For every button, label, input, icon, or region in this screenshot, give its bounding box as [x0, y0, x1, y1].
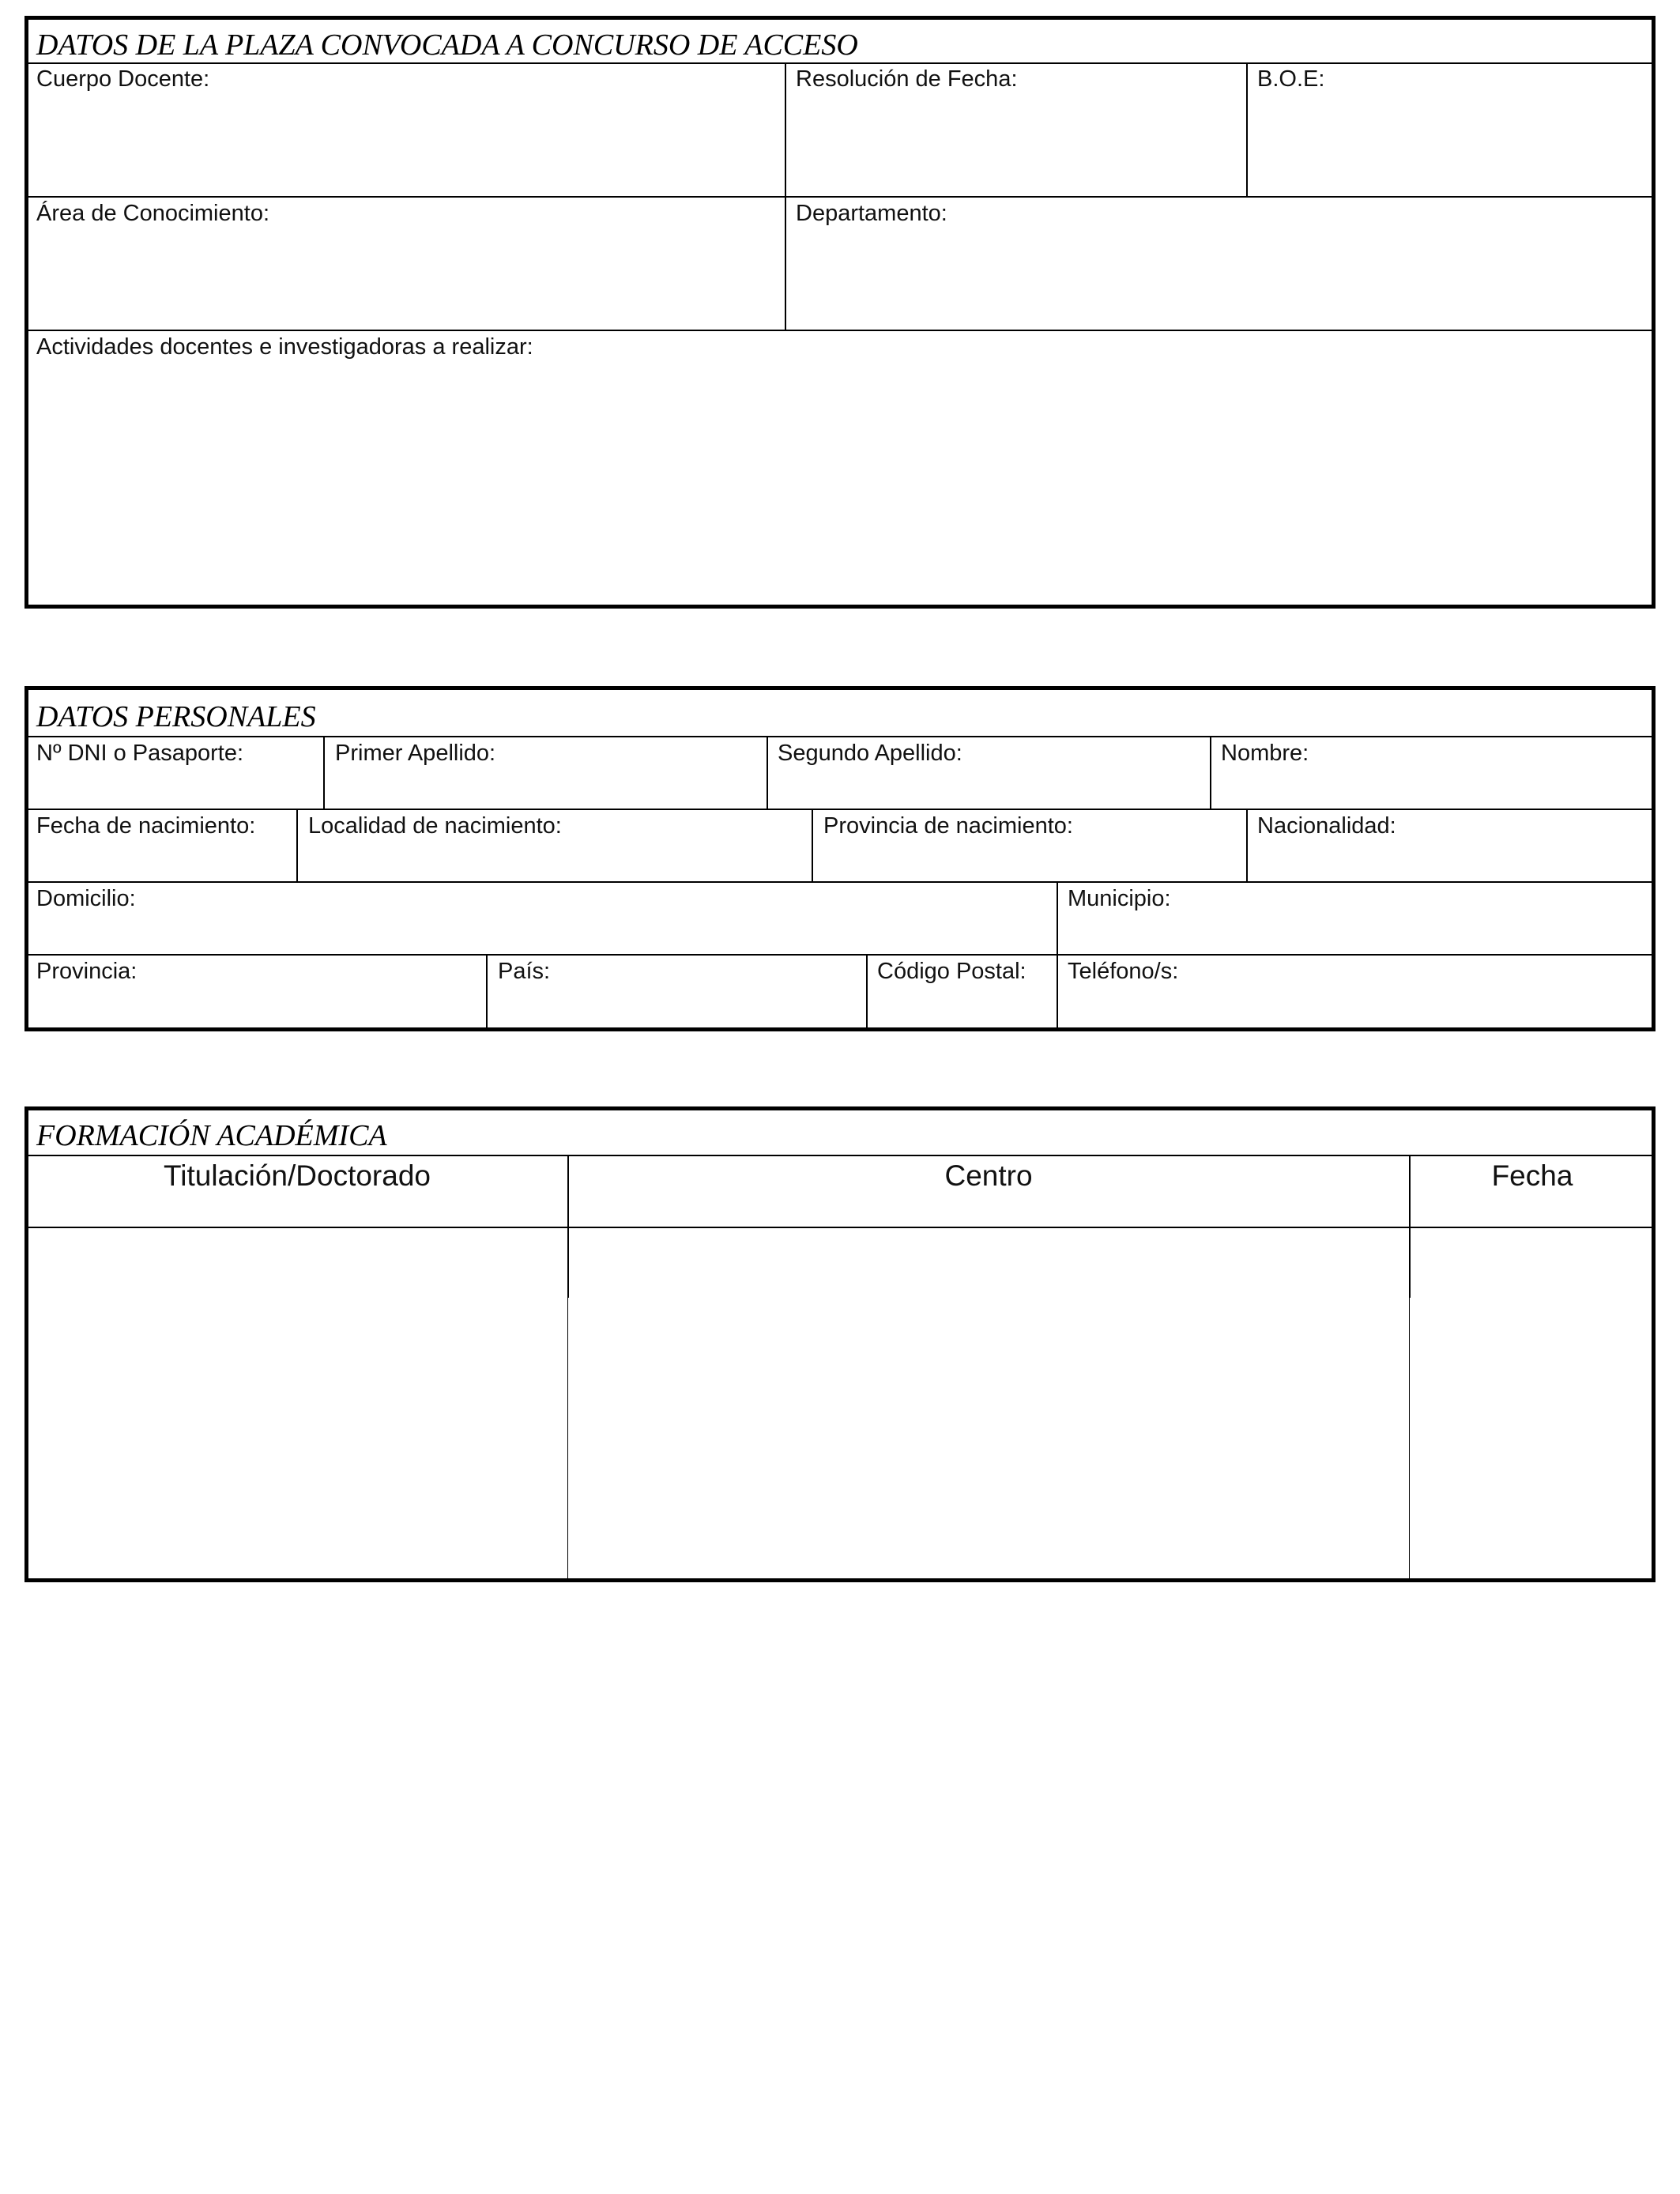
fecha-column-header: Fecha — [1491, 1159, 1573, 1192]
primer-apellido-label: Primer Apellido: — [335, 741, 496, 766]
formacion-section-title: FORMACIÓN ACADÉMICA — [36, 1119, 387, 1152]
column-divider — [1409, 1298, 1410, 1578]
column-divider — [1409, 1155, 1411, 1298]
column-divider — [1057, 882, 1058, 955]
municipio-label: Municipio: — [1068, 886, 1171, 911]
departamento-label: Departamento: — [796, 201, 947, 226]
personales-section-title: DATOS PERSONALES — [36, 700, 316, 733]
segundo-apellido-label: Segundo Apellido: — [778, 741, 962, 766]
column-divider — [767, 737, 768, 809]
dni-label: Nº DNI o Pasaporte: — [36, 741, 244, 766]
cuerpo-docente-label: Cuerpo Docente: — [36, 66, 210, 92]
telefonos-label: Teléfono/s: — [1068, 959, 1179, 984]
fecha-entry-field[interactable] — [1411, 1228, 1652, 1578]
boe-label: B.O.E: — [1257, 66, 1325, 92]
pais-label: País: — [498, 959, 551, 984]
column-divider — [296, 809, 298, 882]
column-divider — [866, 955, 868, 1027]
codigo-postal-label: Código Postal: — [877, 959, 1026, 984]
fecha-nacimiento-label: Fecha de nacimiento: — [36, 813, 256, 839]
column-divider — [567, 1155, 569, 1298]
column-divider — [1210, 737, 1211, 809]
resolucion-fecha-label: Resolución de Fecha: — [796, 66, 1018, 92]
column-divider — [567, 1298, 568, 1578]
titulacion-entry-field[interactable] — [28, 1228, 567, 1578]
column-divider — [1246, 63, 1248, 197]
actividades-label: Actividades docentes e investigadoras a realizar: — [36, 334, 533, 360]
provincia-nacimiento-label: Provincia de nacimiento: — [823, 813, 1073, 839]
centro-column-header: Centro — [944, 1159, 1033, 1192]
titulacion-column-header: Titulación/Doctorado — [164, 1159, 431, 1192]
actividades-field[interactable] — [28, 331, 1652, 604]
column-divider — [1246, 809, 1248, 882]
column-divider — [486, 955, 488, 1027]
area-conocimiento-label: Área de Conocimiento: — [36, 201, 269, 226]
column-divider — [1057, 955, 1058, 1027]
nacionalidad-label: Nacionalidad: — [1257, 813, 1396, 839]
nombre-label: Nombre: — [1221, 741, 1309, 766]
domicilio-field[interactable] — [28, 883, 1056, 953]
domicilio-label: Domicilio: — [36, 886, 136, 911]
plaza-section-title: DATOS DE LA PLAZA CONVOCADA A CONCURSO DE ACCESO — [36, 28, 858, 62]
centro-entry-field[interactable] — [570, 1228, 1408, 1578]
column-divider — [812, 809, 813, 882]
column-divider — [323, 737, 325, 809]
provincia-label: Provincia: — [36, 959, 137, 984]
localidad-nacimiento-label: Localidad de nacimiento: — [308, 813, 562, 839]
column-divider — [785, 63, 786, 330]
